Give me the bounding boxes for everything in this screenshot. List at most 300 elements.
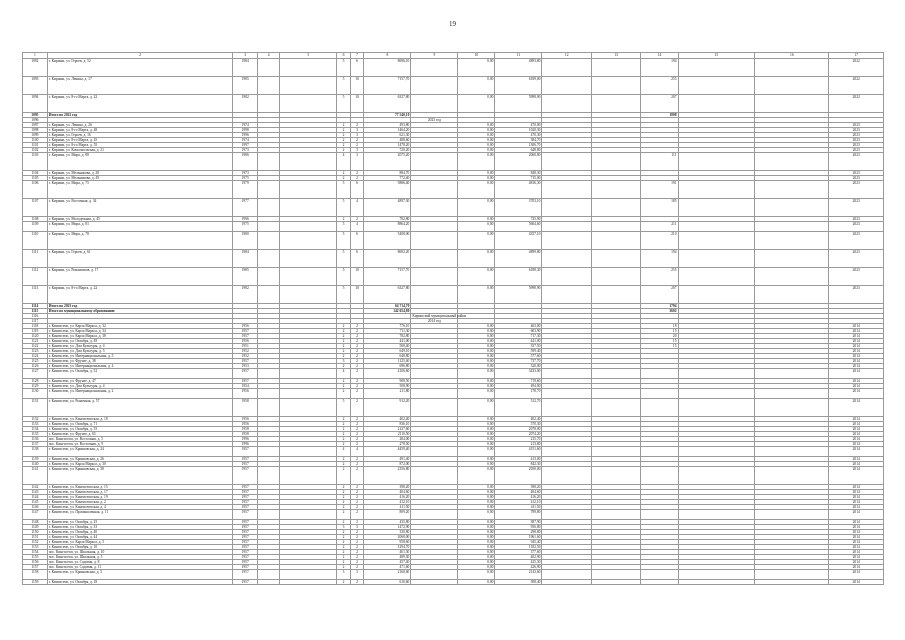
table-cell: 1957: [233, 530, 258, 535]
table-cell: 2014: [829, 457, 884, 462]
table-cell: 1122: [23, 344, 48, 349]
table-cell: 2014: [829, 500, 884, 505]
table-cell: 412,10: [495, 500, 542, 505]
table-cell: [280, 399, 337, 417]
table-cell: [755, 232, 829, 250]
table-cell: 0,00: [458, 437, 495, 442]
table-cell: 0,00: [458, 510, 495, 520]
table-cell: 2: [350, 334, 364, 339]
table-cell: 215,70: [495, 437, 542, 442]
table-cell: 2023: [829, 222, 884, 232]
table-cell: 2: [350, 457, 364, 462]
table-cell: г. Кириши, ул. Героев, д. 52: [47, 59, 233, 77]
table-cell: 2: [350, 467, 364, 485]
table-cell: 185: [641, 199, 678, 217]
table-cell: 1957: [233, 525, 258, 530]
table-cell: 1135: [23, 432, 48, 437]
table-cell: 0,00: [458, 199, 495, 217]
table-cell: 2: [337, 123, 351, 128]
table-cell: 1149: [23, 525, 48, 530]
table-cell: [755, 447, 829, 457]
table-cell: [591, 510, 640, 520]
table-cell: [755, 399, 829, 417]
table-cell: 2: [337, 379, 351, 384]
table-cell: 621,30: [364, 133, 411, 138]
table-cell: 1958: [233, 427, 258, 432]
table-cell: 0,00: [458, 417, 495, 422]
table-cell: г. Кингисепп, ул. Кингисеппская, д. 18: [47, 417, 233, 422]
table-cell: [755, 570, 829, 580]
table-cell: 599,40: [495, 349, 542, 354]
table-cell: 8692,20: [364, 250, 411, 268]
table-cell: [542, 286, 591, 304]
table-cell: 4: [350, 447, 364, 457]
table-cell: 4459,40: [364, 447, 411, 457]
table-cell: 1102: [23, 148, 48, 153]
table-cell: [258, 181, 280, 199]
table-row: [23, 447, 884, 457]
table-cell: 2023: [829, 199, 884, 217]
table-cell: 809,20: [364, 510, 411, 520]
table-cell: г. Кингисепп, ул. Крикковская, д. 24: [47, 447, 233, 457]
table-cell: 2014: [829, 349, 884, 354]
table-cell: 1957: [233, 565, 258, 570]
table-cell: 489,30: [364, 555, 411, 560]
table-cell: 2: [337, 560, 351, 565]
table-cell: [755, 268, 829, 286]
table-cell: 2: [337, 389, 351, 399]
table-cell: 10: [350, 286, 364, 304]
table-cell: [411, 222, 458, 232]
table-cell: 1957: [233, 580, 258, 585]
table-cell: 1158: [23, 570, 48, 580]
table-cell: г. Кириши, ул. 8-го Марта, д. 45: [47, 138, 233, 143]
table-cell: [280, 389, 337, 399]
table-cell: 1957: [233, 379, 258, 384]
table-cell: пос. Кингисепп, ул. Восточная, д. 5: [47, 437, 233, 442]
table-cell: [258, 222, 280, 232]
table-cell: 435,80: [364, 520, 411, 525]
table-cell: [678, 510, 755, 520]
table-cell: 207: [641, 95, 678, 113]
table-cell: 5: [337, 286, 351, 304]
table-cell: 577,60: [495, 354, 542, 359]
table-cell: 2: [350, 485, 364, 490]
table-cell: 0,00: [458, 364, 495, 369]
table-cell: 1121: [23, 339, 48, 344]
table-cell: 1094: [23, 95, 48, 113]
table-cell: 1142: [23, 485, 48, 490]
table-cell: [411, 580, 458, 585]
table-cell: 0,00: [458, 95, 495, 113]
table-cell: [411, 286, 458, 304]
table-cell: 1975: [233, 176, 258, 181]
table-cell: 211,80: [364, 389, 411, 399]
table-cell: [280, 268, 337, 286]
column-number: 15: [678, 53, 755, 59]
table-cell: 1127: [23, 369, 48, 379]
table-cell: 1957: [233, 535, 258, 540]
column-number: 16: [755, 53, 829, 59]
column-number: 9: [411, 53, 458, 59]
table-cell: 2074,20: [495, 432, 542, 437]
table-cell: 2127,60: [364, 427, 411, 432]
table-cell: [678, 232, 755, 250]
table-cell: [258, 286, 280, 304]
table-cell: 1101: [23, 143, 48, 148]
column-number: 10: [458, 53, 495, 59]
table-cell: Киришский муниципальный район: [412, 314, 467, 318]
table-cell: [641, 369, 678, 379]
table-cell: 357,50: [495, 344, 542, 349]
table-cell: [641, 570, 678, 580]
table-cell: 2: [337, 437, 351, 442]
table-cell: 2014: [829, 535, 884, 540]
column-number: 12: [542, 53, 591, 59]
table-cell: 0,00: [458, 540, 495, 545]
table-cell: г. Кириши, ул. Мельникова, д. 28: [47, 171, 233, 176]
table-cell: 411,50: [364, 505, 411, 510]
table-cell: 2: [350, 417, 364, 422]
table-cell: 0,00: [458, 143, 495, 148]
table-cell: 4: [350, 199, 364, 217]
table-cell: 0,00: [458, 495, 495, 500]
table-cell: 3: [337, 359, 351, 364]
table-cell: [411, 153, 458, 171]
table-cell: 3433,00: [495, 369, 542, 379]
table-cell: 648,80: [495, 148, 542, 153]
table-cell: 717,30: [495, 334, 542, 339]
table-cell: 0,00: [458, 535, 495, 540]
table-cell: 1105: [23, 176, 48, 181]
table-cell: 2014: [829, 520, 884, 525]
table-cell: 404,60: [495, 490, 542, 495]
table-cell: [591, 447, 640, 457]
table-cell: 2160,60: [364, 570, 411, 580]
table-cell: 2014: [829, 344, 884, 349]
table-cell: [411, 510, 458, 520]
table-cell: [678, 95, 755, 113]
table-cell: 402,40: [495, 417, 542, 422]
table-cell: 1110: [23, 232, 48, 250]
table-cell: 2: [350, 432, 364, 437]
table-cell: 1984: [233, 59, 258, 77]
table-cell: 2: [350, 442, 364, 447]
table-cell: 0,00: [458, 334, 495, 339]
table-cell: 4: [350, 222, 364, 232]
table-cell: 2075,20: [364, 153, 411, 171]
table-cell: [280, 232, 337, 250]
table-cell: [678, 77, 755, 95]
table-cell: 4816,30: [495, 181, 542, 199]
table-cell: 1957: [233, 520, 258, 525]
table-cell: [542, 77, 591, 95]
table-cell: [411, 447, 458, 457]
table-cell: 2078,00: [495, 427, 542, 432]
table-cell: 2014: [829, 389, 884, 399]
table-cell: 1464,20: [364, 128, 411, 133]
table-cell: [280, 59, 337, 77]
table-cell: 1092: [23, 59, 48, 77]
table-cell: [591, 369, 640, 379]
table-cell: 0,00: [458, 560, 495, 565]
table-cell: 471,60: [364, 565, 411, 570]
table-cell: пос. Кингисепп, ул. Школьная, д. 5: [47, 555, 233, 560]
table-cell: [542, 268, 591, 286]
table-cell: 2014: [829, 545, 884, 550]
table-cell: г. Кириши, ул. Молодежная, д. 45: [47, 217, 233, 222]
table-cell: 2: [350, 123, 364, 128]
table-cell: 2: [337, 354, 351, 359]
table-cell: [280, 570, 337, 580]
table-cell: 2: [337, 217, 351, 222]
table-cell: 6: [350, 59, 364, 77]
housing-table: [22, 52, 884, 585]
column-number: 14: [641, 53, 678, 59]
table-cell: пос. Кингисепп, ул. Восточная, д. 9: [47, 442, 233, 447]
table-cell: 2: [350, 535, 364, 540]
table-cell: [542, 181, 591, 199]
table-cell: 1294,70: [364, 545, 411, 550]
table-cell: 1996: [233, 437, 258, 442]
table-cell: 2: [337, 505, 351, 510]
table-cell: 884,70: [364, 171, 411, 176]
table-cell: [411, 467, 458, 485]
table-cell: 2: [350, 324, 364, 329]
table-cell: 1957: [233, 334, 258, 339]
table-cell: 404,60: [364, 490, 411, 495]
table-cell: 2014: [829, 399, 884, 417]
table-cell: 912,20: [364, 399, 411, 417]
table-cell: 508,90: [364, 384, 411, 389]
table-cell: 1126: [23, 364, 48, 369]
table-cell: 1103: [23, 153, 48, 171]
table-cell: г. Кингисепп, ул. Октября, д. 33: [47, 525, 233, 530]
table-cell: [411, 77, 458, 95]
table-cell: 1100: [23, 138, 48, 143]
table-cell: 1982: [233, 95, 258, 113]
table-cell: [591, 232, 640, 250]
table-cell: 1125: [23, 359, 48, 364]
table-cell: 2014: [829, 462, 884, 467]
table-cell: [280, 153, 337, 171]
table-cell: 945,40: [495, 540, 542, 545]
table-cell: 5998,90: [495, 286, 542, 304]
table-cell: 1113: [23, 286, 48, 304]
column-number: 7: [350, 53, 364, 59]
table-cell: [411, 59, 458, 77]
table-cell: 2: [337, 580, 351, 585]
table-cell: 1952: [233, 354, 258, 359]
table-cell: 398,20: [495, 485, 542, 490]
table-cell: 1141: [23, 467, 48, 485]
table-cell: г. Кингисепп, ул. Карла Маркса, д. 34: [47, 329, 233, 334]
table-cell: 1123: [23, 349, 48, 354]
table-cell: г. Кингисепп, ул. Интернациональная, д. 4: [47, 364, 233, 369]
table-row: [23, 59, 884, 77]
table-cell: 2: [350, 217, 364, 222]
table-cell: 278,50: [364, 442, 411, 447]
table-cell: 1129: [23, 384, 48, 389]
table-cell: 2: [350, 176, 364, 181]
table-cell: 1150: [23, 530, 48, 535]
table-cell: 1985: [233, 268, 258, 286]
table-cell: 1957: [233, 560, 258, 565]
table-cell: 1982: [233, 286, 258, 304]
table-cell: 0,00: [458, 59, 495, 77]
table-cell: [542, 95, 591, 113]
table-cell: 1128: [23, 379, 48, 384]
table-cell: 1794: [641, 304, 678, 309]
table-cell: 2: [337, 520, 351, 525]
table-cell: 0,00: [458, 138, 495, 143]
table-cell: 0,00: [458, 250, 495, 268]
table-cell: 2: [350, 399, 364, 417]
table-cell: 1152: [23, 540, 48, 545]
table-cell: [258, 232, 280, 250]
table-cell: 387,90: [495, 520, 542, 525]
table-cell: 2: [337, 349, 351, 354]
table-cell: 3: [350, 153, 364, 171]
table-cell: 3: [350, 133, 364, 138]
column-number: 1: [23, 53, 48, 59]
table-cell: 1975: [233, 222, 258, 232]
table-cell: 1117: [23, 319, 48, 324]
table-cell: 2: [337, 427, 351, 432]
table-cell: [280, 199, 337, 217]
table-cell: г. Кингисепп, ул. Дом Культуры, д. 4: [47, 384, 233, 389]
table-cell: 2: [350, 550, 364, 555]
table-cell: 3: [350, 525, 364, 530]
table-cell: 1984: [233, 250, 258, 268]
table-cell: 2143,60: [495, 570, 542, 580]
table-cell: 377,60: [495, 550, 542, 555]
table-cell: 1957: [233, 550, 258, 555]
table-cell: г. Кириши, ул. Восточная, д. 34: [47, 199, 233, 217]
table-cell: 1957: [233, 510, 258, 520]
table-cell: 772,40: [364, 176, 411, 181]
table-cell: [678, 222, 755, 232]
table-cell: [258, 467, 280, 485]
table-cell: [755, 222, 829, 232]
table-cell: 1306,70: [495, 143, 542, 148]
table-row: [23, 181, 884, 199]
table-cell: 412,10: [364, 500, 411, 505]
table-cell: 2: [350, 510, 364, 520]
table-cell: г. Кингисепп, ул. Кингисеппская, д. 19: [47, 495, 233, 500]
table-cell: 711,30: [364, 329, 411, 334]
table-cell: г. Кингисепп, ул. Дом Культуры, д. 5: [47, 349, 233, 354]
table-cell: [591, 580, 640, 585]
table-cell: 1096: [23, 118, 48, 123]
table-cell: [678, 399, 755, 417]
table-cell: 1099: [23, 133, 48, 138]
table-cell: г. Кингисепп, ул. Крикковская, д. 38: [47, 467, 233, 485]
table-cell: 715,00: [495, 176, 542, 181]
table-cell: 1957: [233, 329, 258, 334]
table-cell: г. Кингисепп, ул. Октября, д. 25: [47, 520, 233, 525]
table-cell: 1155: [23, 555, 48, 560]
table-cell: 0,00: [458, 123, 495, 128]
table-cell: [591, 59, 640, 77]
table-cell: Итого по 2023 год: [47, 304, 233, 309]
table-cell: 0,00: [458, 171, 495, 176]
table-cell: [591, 467, 640, 485]
table-cell: 2: [337, 138, 351, 143]
table-cell: [678, 580, 755, 585]
table-cell: 2014: [829, 364, 884, 369]
table-cell: 5: [337, 268, 351, 286]
table-cell: 64 714,70: [364, 304, 411, 309]
table-cell: 2: [350, 349, 364, 354]
table-cell: 2023: [829, 268, 884, 286]
table-cell: пос. Кингисепп, ул. Школьная, д. 10: [47, 550, 233, 555]
column-number: 5: [280, 53, 337, 59]
table-cell: 15: [641, 329, 678, 334]
table-cell: [755, 510, 829, 520]
table-cell: 0,00: [458, 427, 495, 432]
table-cell: [542, 570, 591, 580]
table-cell: 3: [350, 570, 364, 580]
table-row: [23, 399, 884, 417]
table-cell: [591, 250, 640, 268]
table-cell: 320,00: [495, 364, 542, 369]
table-cell: 10: [350, 95, 364, 113]
table-cell: 6: [350, 232, 364, 250]
table-cell: 178,70: [495, 389, 542, 399]
table-cell: 211: [641, 222, 678, 232]
table-cell: 2014: [829, 540, 884, 545]
table-cell: 2014: [829, 495, 884, 500]
table-cell: 2: [350, 437, 364, 442]
table-cell: г. Кириши, ул. Комсомольская, д. 21: [47, 148, 233, 153]
table-cell: 2: [337, 422, 351, 427]
table-cell: 5: [337, 232, 351, 250]
table-cell: 1124: [23, 354, 48, 359]
page-number: 19: [449, 20, 456, 28]
table-cell: г. Кингисепп, ул. Кингисеппская, д. 15: [47, 485, 233, 490]
table-cell: г. Кириши, ул. Мира, д. 81: [47, 222, 233, 232]
table-cell: 2: [337, 490, 351, 495]
table-cell: 8696,10: [364, 59, 411, 77]
table-cell: 15: [641, 339, 678, 344]
table-cell: 1143: [23, 490, 48, 495]
table-cell: 470,30: [495, 133, 542, 138]
table-cell: 2014: [829, 490, 884, 495]
table-cell: 1154: [23, 550, 48, 555]
column-number: 11: [495, 53, 542, 59]
table-cell: 0,00: [458, 530, 495, 535]
table-cell: 1182,50: [495, 545, 542, 550]
table-cell: [755, 286, 829, 304]
table-cell: [591, 181, 640, 199]
table-cell: 1957: [233, 447, 258, 457]
table-cell: 2014: [829, 442, 884, 447]
table-cell: 782,80: [364, 334, 411, 339]
table-cell: 10: [350, 77, 364, 95]
table-cell: 1478,20: [364, 143, 411, 148]
table-cell: 20: [641, 334, 678, 339]
table-cell: 1979: [233, 181, 258, 199]
table-cell: г. Кингисепп, ул. Октября, д. 18: [47, 580, 233, 585]
table-cell: 2: [337, 324, 351, 329]
table-cell: [542, 59, 591, 77]
table-cell: 836,10: [364, 422, 411, 427]
table-cell: 649,10: [364, 349, 411, 354]
table-cell: 0,00: [458, 128, 495, 133]
table-cell: 2014: [829, 329, 884, 334]
table-cell: 2: [350, 560, 364, 565]
